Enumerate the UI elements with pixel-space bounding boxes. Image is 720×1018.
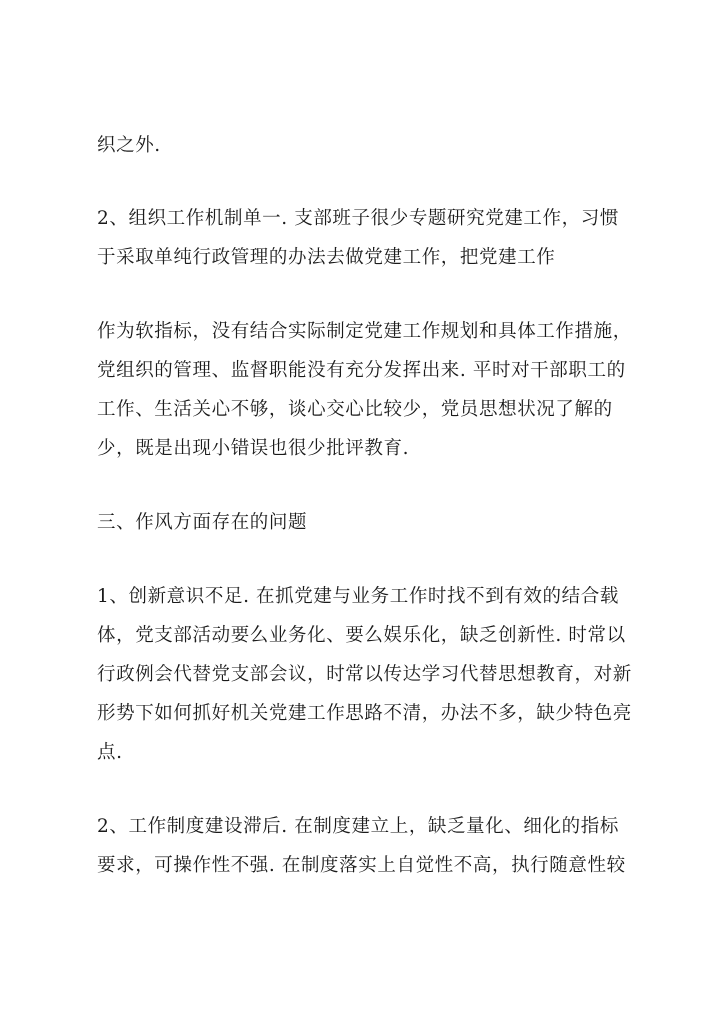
text-line: 形势下如何抓好机关党建工作思路不清，办法不多，缺少特色亮 bbox=[97, 703, 632, 724]
text-line: 1、创新意识不足. 在抓党建与业务工作时找不到有效的结合载 bbox=[97, 586, 619, 607]
text-line: 点. bbox=[97, 742, 123, 763]
text-line: 党组织的管理、监督职能没有充分发挥出来. 平时对干部职工的 bbox=[97, 360, 626, 381]
section-heading: 三、作风方面存在的问题 bbox=[97, 512, 308, 533]
text-line: 作为软指标，没有结合实际制定党建工作规划和具体工作措施， bbox=[97, 321, 632, 342]
text-line: 工作、生活关心不够，谈心交心比较少，党员思想状况了解的 bbox=[97, 399, 613, 420]
text-line: 2、组织工作机制单一. 支部班子很少专题研究党建工作，习惯 bbox=[97, 208, 619, 229]
text-line: 要求，可操作性不强. 在制度落实上自觉性不高，执行随意性较 bbox=[97, 855, 626, 876]
text-line: 于采取单纯行政管理的办法去做党建工作，把党建工作 bbox=[97, 247, 556, 268]
text-line: 体，党支部活动要么业务化、要么娱乐化，缺乏创新性. 时常以 bbox=[97, 625, 626, 646]
text-line: 行政例会代替党支部会议，时常以传达学习代替思想教育，对新 bbox=[97, 664, 632, 685]
text-line: 2、工作制度建设滞后. 在制度建立上，缺乏量化、细化的指标 bbox=[97, 816, 619, 837]
text-line: 少，既是出现小错误也很少批评教育. bbox=[97, 438, 410, 459]
text-line: 织之外. bbox=[97, 135, 161, 156]
